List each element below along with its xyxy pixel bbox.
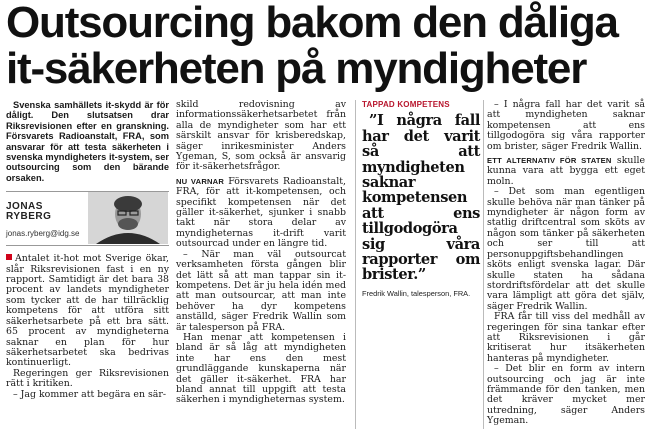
paragraph: – Det blir en form av intern outsourcing och jag är inte främmande för den tanken, men det kräver mycket mer utredning, säger Anders Ygeman. (487, 363, 645, 427)
subhead: NU VARNAR (176, 176, 225, 186)
byline-name-first: JONAS (6, 201, 43, 213)
author-portrait-icon (88, 192, 168, 244)
byline (6, 191, 169, 244)
pull-quote-label: TAPPAD KOMPETENS (362, 100, 450, 109)
column-1 (6, 100, 169, 400)
headline-line-2: it-säkerheten på myndigheter (6, 44, 587, 93)
pull-quote-source: Fredrik Wallin, talesperson, FRA. (362, 288, 471, 298)
paragraph: – När man väl outsourcat verksamheten första gången blir det lätt så att man tappar sin it-kompetens. Det är ju hela idén med att man outsourcar, att man inte behöver ha dyr kompetens anställd, säger Fredrik Wallin som är talesperson på FRA. (176, 248, 346, 333)
subhead: ETT ALTERNATIV FÖR STATEN (487, 156, 612, 166)
headline-line-1: Outsourcing bakom den dåliga (6, 0, 618, 47)
byline-name (6, 202, 51, 222)
column-divider (355, 100, 356, 429)
pull-quote (362, 100, 480, 298)
paragraph: NU VARNAR Försvarets Radioanstalt, FRA, för att it-kompetensen, och specifikt kompetensen när det gäller it-säkerhet, sjunker i snabb takt när stora delar av myndigheternas it-drift varit outsourcad under en längre tid. (176, 175, 346, 250)
byline-divider (6, 245, 169, 246)
paragraph: – Det som man egentligen skulle behöva när man tänker på myndigheter är någon form av statlig driftcentral som sköts av någon som tänker på säkerheten och ser till att personuppgiftsbehandlingen sköts enligt svenska lagar. Där skulle staten ha sådana stordriftsfördelar att det skulle vara lämpligt att göra det själv, säger Fredrik Wallin. (487, 186, 645, 312)
paragraph: Regeringen ger Riksrevisionen rätt i kritiken. (6, 367, 169, 390)
column-divider (483, 100, 484, 429)
start-marker-icon (6, 254, 12, 260)
paragraph: Antalet it-hot mot Sverige ökar, slår Riksrevisionen fast i en ny rapport. Samtidigt är det bara 38 procent av landets myndigheter som tycker att de har tillräcklig kompetens för att utföra sitt säkerhetsarbete på ett bra sätt. 65 procent av myndigheterna saknar en plan för hur säkerhetsarbetet ska bedrivas kontinuerligt. (6, 253, 169, 369)
column-2 (176, 100, 346, 406)
paragraph: skild redovisning av informationssäkerhetsarbetet från alla de myndigheter som har ett särskilt ansvar för krisberedskap, säger inrikesminister Anders Ygeman, S, som också är ansvarig för it-säkerhetsfrågor. (176, 99, 346, 173)
author-portrait (88, 192, 168, 244)
paragraph: – I några fall har det varit så att myndigheten saknar kompetensen att ens tillgodogöra sig våra rapporter om brister, säger Fredrik Wallin. (487, 99, 645, 152)
headline (6, 0, 646, 92)
paragraph: ETT ALTERNATIV FÖR STATEN skulle kunna vara att bygga ett eget moln. (487, 155, 645, 187)
ingress: Svenska samhällets it-skydd är för dåligt. Den slutsatsen drar Riksrevisionen efter en granskning. Försvarets Radioanstalt, FRA, som ansvarar för att testa säkerheten i svenska myndigheters it-system, ser outsourcing som den bärande orsaken. (6, 100, 169, 183)
column-4 (487, 100, 645, 427)
byline-email[interactable]: jonas.ryberg@idg.se (6, 229, 80, 239)
paragraph: Han menar att kompetensen i bland är så låg att myndigheten inte har ens den mest grundläggande kunskaperna när det gäller it-säkerhet. FRA har bland annat till uppgift att testa säkerhen i myndigheternas system. (176, 331, 346, 406)
paragraph: – Jag kommer att begära en sär- (13, 388, 167, 400)
paragraph: FRA får till viss del medhåll av regeringen för sina tankar efter att Riksrevisionen i går kritiserat hur itsäkerheten hanteras på myndigheter. (487, 311, 645, 364)
pull-quote-text: ”I några fall har det varit så att myndigheten saknar kompetensen att ens tillgodogöra sig våra rapporter om brister.” (362, 112, 480, 284)
byline-name-last: RYBERG (6, 211, 52, 223)
